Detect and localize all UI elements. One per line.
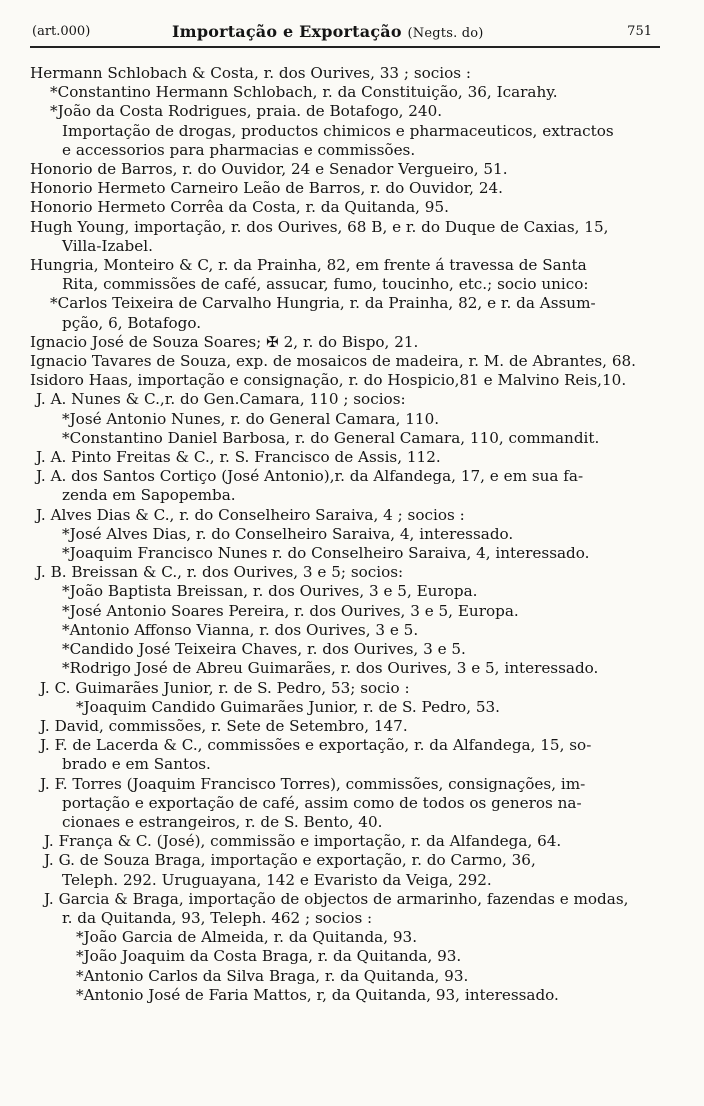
page-header <box>32 22 652 44</box>
entry-line: *José Antonio Nunes, r. do General Camara, 110. <box>62 409 440 428</box>
entry-line: *João da Costa Rodrigues, praia. de Botafogo, 240. <box>50 102 443 121</box>
entry-line: Ignacio José de Souza Soares; ✠ 2, r. do Bispo, 21. <box>30 332 419 351</box>
entry-line: brado e em Santos. <box>62 755 211 774</box>
entry-line: J. A. dos Santos Cortiço (José Antonio),r. da Alfandega, 17, e em sua fa- <box>36 467 584 486</box>
entry-line: Teleph. 292. Uruguayana, 142 e Evaristo da Veiga, 292. <box>62 870 492 889</box>
entry-line: *João Garcia de Almeida, r. da Quitanda, 93. <box>76 928 418 947</box>
entry-line: J. A. Pinto Freitas & C., r. S. Francisco de Assis, 112. <box>36 448 441 467</box>
entry-line: zenda em Sapopemba. <box>62 486 236 505</box>
entry-line: J. F. de Lacerda & C., commissões e exportação, r. da Alfandega, 15, so- <box>40 736 592 755</box>
entry-line: J. Garcia & Braga, importação de objectos de armarinho, fazendas e modas, <box>44 889 629 908</box>
entry-line: *Constantino Hermann Schlobach, r. da Constituição, 36, Icarahy. <box>50 83 558 102</box>
page-title-main: Importação e Exportação <box>172 22 402 41</box>
entry-line: Hungria, Monteiro & C, r. da Prainha, 82, em frente á travessa de Santa <box>30 256 587 275</box>
entry-line: *Antonio Affonso Vianna, r. dos Ourives, 3 e 5. <box>62 620 419 639</box>
entry-line: *João Joaquim da Costa Braga, r. da Quitanda, 93. <box>76 947 462 966</box>
entry-line: *Antonio Carlos da Silva Braga, r. da Quitanda, 93. <box>76 966 469 985</box>
entry-line: Ignacio Tavares de Souza, exp. de mosaicos de madeira, r. M. de Abrantes, 68. <box>30 352 636 371</box>
entry-line: *Rodrigo José de Abreu Guimarães, r. dos Ourives, 3 e 5, interessado. <box>62 659 599 678</box>
entry-line: J. G. de Souza Braga, importação e exportação, r. do Carmo, 36, <box>44 851 536 870</box>
entry-line: Honorio Hermeto Corrêa da Costa, r. da Quitanda, 95. <box>30 198 449 217</box>
entry-line: J. David, commissões, r. Sete de Setembro, 147. <box>40 716 408 735</box>
header-section-ref: (art.000) <box>32 24 91 39</box>
entry-line: Honorio Hermeto Carneiro Leão de Barros, r. do Ouvidor, 24. <box>30 179 503 198</box>
entry-line: *José Alves Dias, r. do Conselheiro Saraiva, 4, interessado. <box>62 524 514 543</box>
entry-line: cionaes e estrangeiros, r. de S. Bento, 40. <box>62 812 383 831</box>
entry-line: J. Alves Dias & C., r. do Conselheiro Saraiva, 4 ; socios : <box>36 505 465 524</box>
entry-line: e accessorios para pharmacias e commissões. <box>62 140 416 159</box>
entry-line: J. França & C. (José), commissão e importação, r. da Alfandega, 64. <box>44 832 562 851</box>
entry-line: *Carlos Teixeira de Carvalho Hungria, r. da Prainha, 82, e r. da Assum- <box>50 294 596 313</box>
entry-line: *Joaquim Francisco Nunes r. do Conselheiro Saraiva, 4, interessado. <box>62 544 590 563</box>
entry-line: Isidoro Haas, importação e consignação, r. do Hospicio,81 e Malvino Reis,10. <box>30 371 627 390</box>
entry-line: portação e exportação de café, assim como de todos os generos na- <box>62 793 582 812</box>
entry-line: *João Baptista Breissan, r. dos Ourives, 3 e 5, Europa. <box>62 582 478 601</box>
entry-line: *José Antonio Soares Pereira, r. dos Ourives, 3 e 5, Europa. <box>62 601 519 620</box>
entry-line: J. A. Nunes & C.,r. do Gen.Camara, 110 ; socios: <box>36 390 406 409</box>
entry-line: *Joaquim Candido Guimarães Junior, r. de S. Pedro, 53. <box>76 697 501 716</box>
entry-line: Villa-Izabel. <box>62 236 153 255</box>
entry-line: *Antonio José de Faria Mattos, r, da Quitanda, 93, interessado. <box>76 985 559 1004</box>
page-title-sub: (Negts. do) <box>407 26 484 41</box>
entry-line: pção, 6, Botafogo. <box>62 313 202 332</box>
entry-line: J. C. Guimarães Junior, r. de S. Pedro, 53; socio : <box>40 678 410 697</box>
entry-line: *Constantino Daniel Barbosa, r. do General Camara, 110, commandit. <box>62 428 600 447</box>
entry-line: r. da Quitanda, 93, Teleph. 462 ; socios : <box>62 908 373 927</box>
entry-line: Hugh Young, importação, r. dos Ourives, 68 B, e r. do Duque de Caxias, 15, <box>30 217 609 236</box>
page-number: 751 <box>627 24 652 39</box>
entry-line: *Candido José Teixeira Chaves, r. dos Ourives, 3 e 5. <box>62 640 466 659</box>
entry-line: Rita, commissões de café, assucar, fumo, toucinho, etc.; socio unico: <box>62 275 589 294</box>
entry-line: Hermann Schlobach & Costa, r. dos Ourives, 33 ; socios : <box>30 64 472 82</box>
entry-line: Importação de drogas, productos chimicos e pharmaceuticos, extractos <box>62 121 614 140</box>
entry-line: J. F. Torres (Joaquim Francisco Torres), commissões, consignações, im- <box>40 774 586 793</box>
entry-line: J. B. Breissan & C., r. dos Ourives, 3 e 5; socios: <box>36 563 404 582</box>
header-rule <box>30 46 660 48</box>
page-title <box>172 22 484 41</box>
directory-listing <box>30 64 660 1005</box>
entry-line: Honorio de Barros, r. do Ouvidor, 24 e Senador Vergueiro, 51. <box>30 160 508 179</box>
